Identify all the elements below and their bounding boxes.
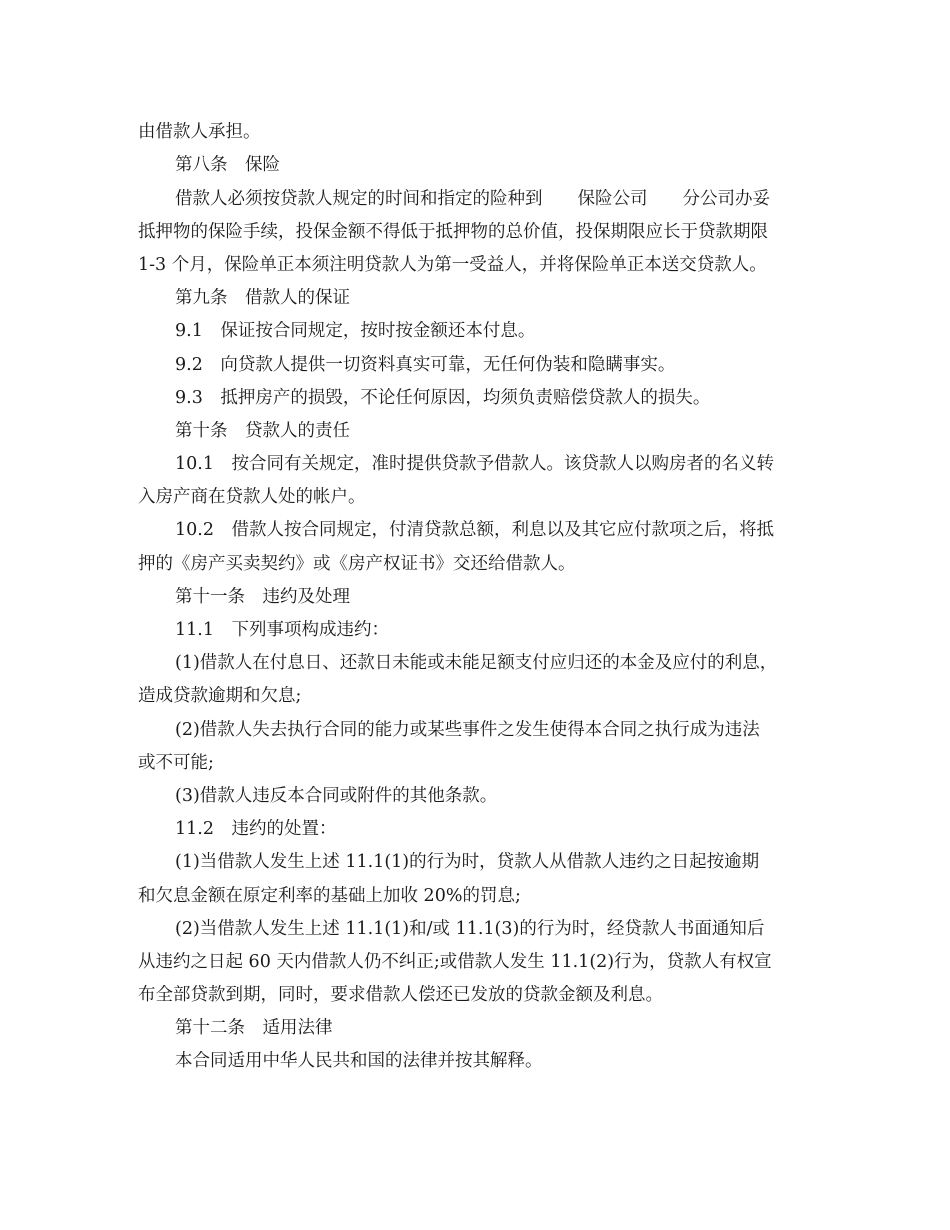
- paragraph-line: 押的《房产买卖契约》或《房产权证书》交还给借款人。: [138, 553, 576, 574]
- paragraph-line: 1-3 个月，保险单正本须注明贷款人为第一受益人，并将保险单正本送交贷款人。: [138, 254, 767, 275]
- clause-line: 9.3 抵押房产的损毁，不论任何原因，均须负责赔偿贷款人的损失。: [175, 387, 711, 408]
- clause-line: 11.2 违约的处置：: [175, 819, 337, 840]
- clause-line: 10.2 借款人按合同规定，付清贷款总额，利息以及其它应付款项之后，将抵: [175, 520, 774, 541]
- paragraph-line: 借款人必须按贷款人规定的时间和指定的险种到 保险公司 分公司办妥: [175, 188, 770, 209]
- clause-line: 9.2 向贷款人提供一切资料真实可靠，无任何伪装和隐瞒事实。: [175, 354, 676, 375]
- paragraph-line: 或不可能;: [138, 752, 214, 773]
- article-heading: 第十二条 适用法律: [175, 1018, 333, 1039]
- article-heading: 第八条 保险: [175, 155, 280, 176]
- clause-line: 9.1 保证按合同规定，按时按金额还本付息。: [175, 321, 536, 342]
- list-item-line: (1)借款人在付息日、还款日未能或未能足额支付应归还的本金及应付的利息，: [175, 653, 778, 674]
- paragraph-line: 抵押物的保险手续，投保金额不得低于抵押物的总价值，投保期限应长于贷款期限: [138, 221, 768, 242]
- paragraph-line: 入房产商在贷款人处的帐户。: [138, 487, 366, 508]
- article-heading: 第九条 借款人的保证: [175, 288, 350, 309]
- list-item-line: (1)当借款人发生上述 11.1(1)的行为时，贷款人从借款人违约之日起按逾期: [175, 852, 760, 873]
- list-item-line: (2)借款人失去执行合同的能力或某些事件之发生使得本合同之执行成为违法: [175, 719, 760, 740]
- clause-line: 10.1 按合同有关规定，准时提供贷款予借款人。该贷款人以购房者的名义转: [175, 454, 774, 475]
- list-item-line: (3)借款人违反本合同或附件的其他条款。: [175, 785, 498, 806]
- article-heading: 第十一条 违约及处理: [175, 586, 350, 607]
- paragraph-line: 布全部贷款到期，同时，要求借款人偿还已发放的贷款金额及利息。: [138, 985, 663, 1006]
- paragraph-line: 从违约之日起 60 天内借款人仍不纠正;或借款人发生 11.1(2)行为，贷款人有权宣: [138, 951, 772, 972]
- clause-line: 11.1 下列事项构成违约：: [175, 620, 389, 640]
- paragraph-line: 由借款人承担。: [138, 122, 261, 143]
- paragraph-line: 造成贷款逾期和欠息;: [138, 686, 302, 707]
- list-item-line: (2)当借款人发生上述 11.1(1)和/或 11.1(3)的行为时，经贷款人书面通知后: [175, 918, 765, 939]
- article-heading: 第十条 贷款人的责任: [175, 420, 350, 441]
- paragraph-line: 和欠息金额在原定利率的基础上加收 20%的罚息;: [138, 885, 521, 906]
- document-body: [138, 115, 818, 1080]
- paragraph-line: 本合同适用中华人民共和国的法律并按其解释。: [175, 1051, 543, 1072]
